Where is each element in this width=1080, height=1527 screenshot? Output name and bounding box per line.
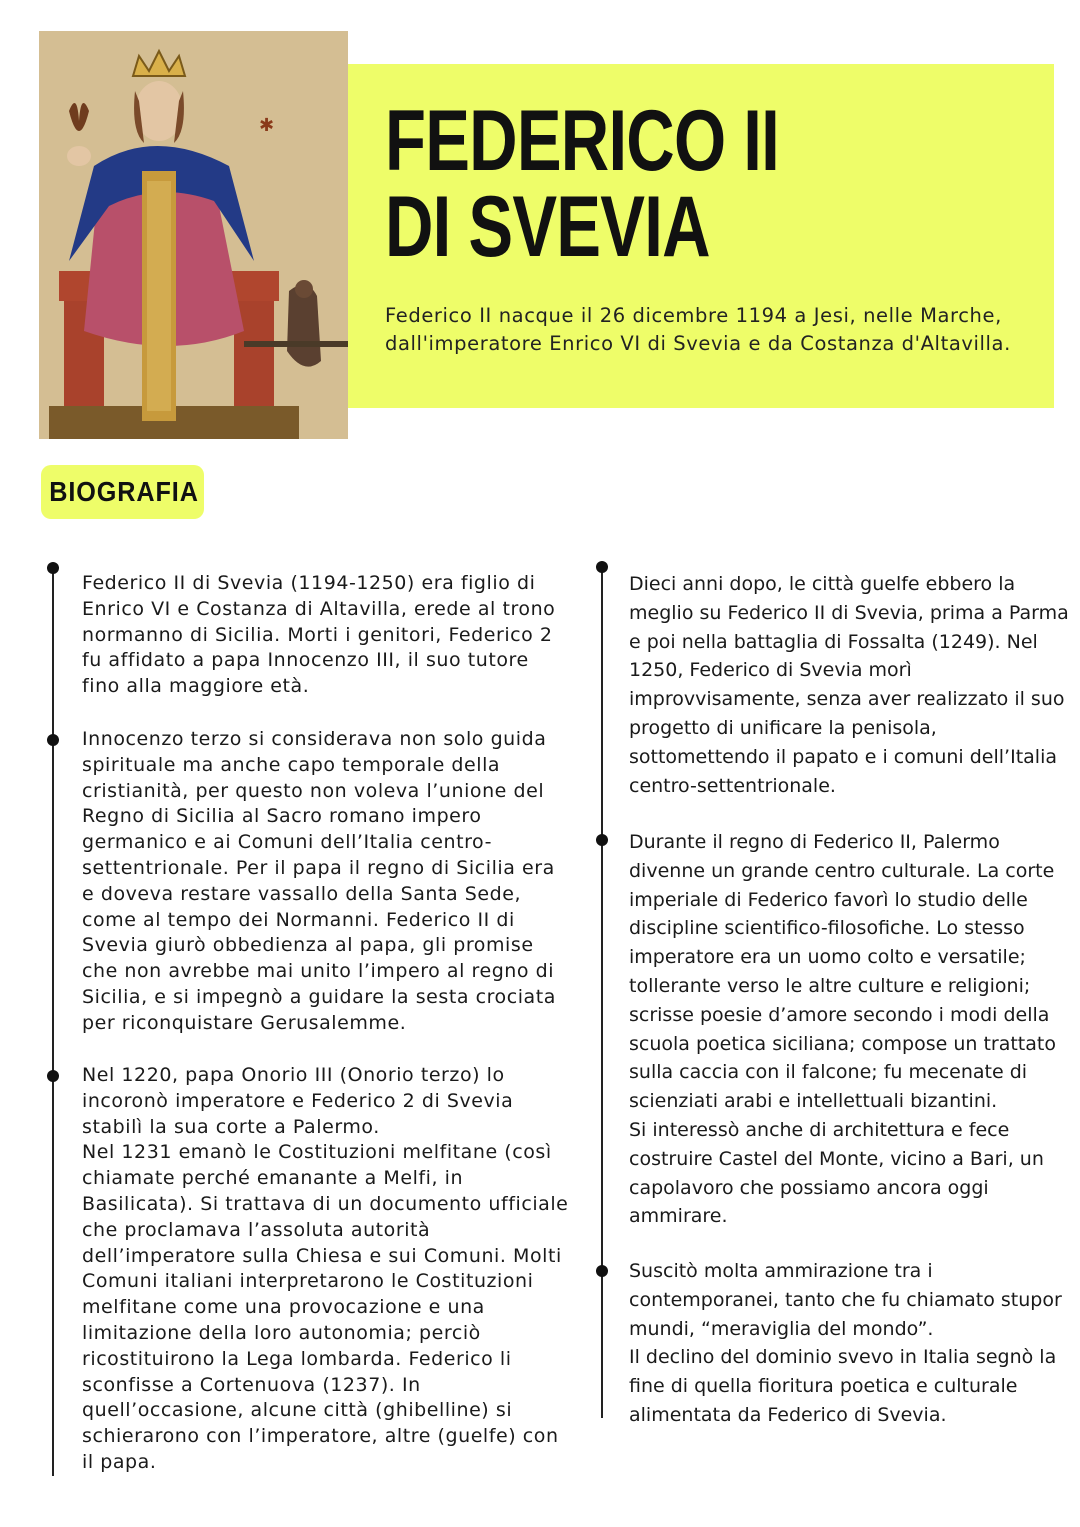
paragraph-text: Dieci anni dopo, le città guelfe ebbero la meglio su Federico II di Svevia, prima a Parma e poi nella battaglia di Fossalta (1249). Nel 1250, Federico di Svevia morì improvvisamente, senza aver realizzato il suo progetto di unificare la penisola, sottomettendo il papato e i comuni dell’Italia centro-settentrionale.	[629, 573, 1069, 797]
paragraph-text: Suscitò molta ammirazione tra i contemporanei, tanto che fu chiamato stupor mundi, “meraviglia del mondo”.	[629, 1260, 1062, 1340]
paragraph-text: Durante il regno di Federico II, Palermo divenne un grande centro culturale. La corte imperiale di Federico favorì lo studio delle discipline scientifico-filosofiche. Lo stesso imperatore era un uomo colto e versatile; tollerante verso le altre culture e religioni; scrisse poesie d’amore secondo i modi della scuola poetica siciliana; compose un trattato sulla caccia con il falcone; fu mecenate di scienziati arabi e intellettuali bizantini.	[629, 831, 1056, 1113]
timeline-dot	[47, 734, 59, 746]
title-line-1: FEDERICO II	[385, 93, 779, 189]
left-paragraph-3	[82, 1063, 572, 1476]
timeline-line	[601, 568, 603, 1418]
paragraph-text: Si interessò anche di architettura e fece costruire Castel del Monte, vicino a Bari, un capolavoro che possiamo ancora oggi ammirare.	[629, 1118, 1044, 1228]
paragraph-text: Il declino del dominio svevo in Italia segnò la fine di quella fioritura poetica e culturale alimentata da Federico di Svevia.	[629, 1346, 1057, 1426]
page-title	[385, 93, 779, 275]
paragraph-text: Federico II di Svevia (1194-1250) era figlio di Enrico VI e Costanza di Altavilla, erede al trono normanno di Sicilia. Morti i genitori, Federico 2 fu affidato a papa Innocenzo III, il suo tutore fino alla maggiore età.	[82, 572, 556, 698]
timeline-dot	[47, 1070, 59, 1082]
right-paragraph-2	[629, 828, 1069, 1231]
right-paragraph-3	[629, 1257, 1069, 1430]
timeline-line	[52, 570, 54, 1476]
section-label: BIOGRAFIA	[49, 476, 199, 507]
timeline-dot	[596, 1265, 608, 1277]
timeline-dot	[596, 834, 608, 846]
section-badge	[41, 465, 204, 519]
intro-line-1: Federico II nacque il 26 dicembre 1194 a Jesi, nelle Marche,	[385, 304, 1002, 327]
title-line-2: DI SVEVIA	[385, 179, 710, 275]
paragraph-text: Innocenzo terzo si considerava non solo guida spirituale ma anche capo temporale della cristianità, per questo non voleva l’unione del Regno di Sicilia al Sacro romano impero germanico e ai Comuni dell’Italia centro-settentrionale. Per il papa il regno di Sicilia era e doveva restare vassallo della Santa Sede, come al tempo dei Normanni. Federico II di Svevia giurò obbedienza al papa, gli promise che non avrebbe mai unito l’impero al regno di Sicilia, e si impegnò a guidare la sesta crociata per riconquistare Gerusalemme.	[82, 728, 556, 1034]
timeline-dot	[596, 561, 608, 573]
svg-text:✱: ✱	[259, 115, 275, 136]
intro-text	[385, 302, 1045, 358]
timeline-dot	[47, 562, 59, 574]
intro-line-2: dall'imperatore Enrico VI di Svevia e da Costanza d'Altavilla.	[385, 332, 1011, 355]
paragraph-text: Nel 1231 emanò le Costituzioni melfitane (così chiamate perché emanante a Melfi, in Basilicata). Si trattava di un documento ufficiale che proclamava l’assoluta autorità dell’imperatore sulla Chiesa e sui Comuni. Molti Comuni italiani interpretarono le Costituzioni melfitane come una provocazione e una limitazione della loro autonomia; perciò ricostituirono la Lega lombarda. Federico li sconfisse a Cortenuova (1237). In quell’occasione, alcune città (ghibelline) si schierarono con l’imperatore, altre (guelfe) con il papa.	[82, 1141, 569, 1473]
left-paragraph-2	[82, 727, 572, 1037]
paragraph-text: Nel 1220, papa Onorio III (Onorio terzo) lo incoronò imperatore e Federico 2 di Svevia stabilì la sua corte a Palermo.	[82, 1064, 514, 1138]
left-paragraph-1	[82, 571, 572, 700]
right-paragraph-1	[629, 570, 1069, 800]
portrait-image	[39, 31, 348, 439]
